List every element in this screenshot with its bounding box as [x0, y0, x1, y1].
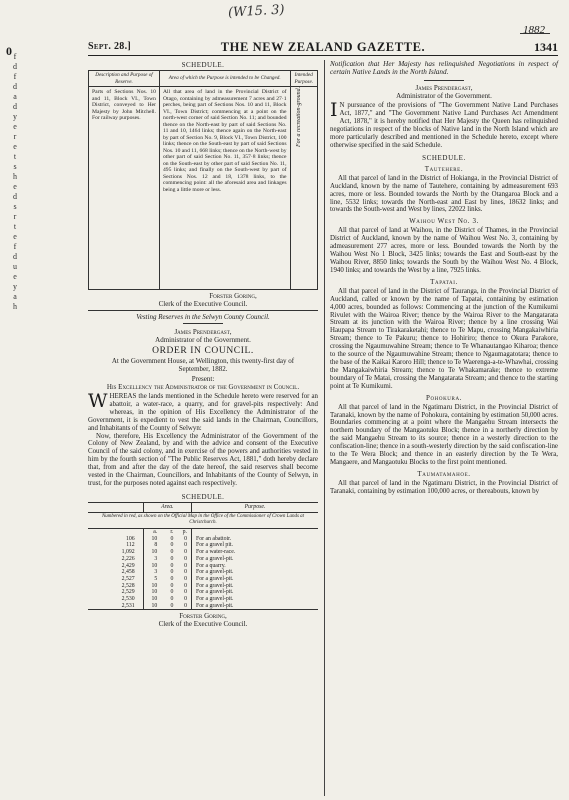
- dropcap-i: I: [330, 99, 338, 122]
- schedule2-cell-a: 10: [151, 562, 158, 569]
- schedule1-table: [88, 70, 318, 290]
- schedule1-heading: SCHEDULE.: [181, 61, 225, 69]
- schedule2-row: [88, 576, 318, 583]
- block-text: All that parcel of land in the Ngatimaru District, in the Provincial District of Taranaki, containing by estimation 100,000 acres, or thereabouts, known by: [330, 479, 558, 495]
- schedule2-cell-p: 0: [175, 536, 191, 543]
- schedule2-cell-p: 0: [175, 563, 191, 570]
- schedule2-cell-r: 0: [170, 582, 174, 589]
- schedule2-cell-a: 8: [154, 542, 158, 549]
- schedule2-cell-a: 10: [151, 582, 158, 589]
- now-therefore-paragraph: Now, therefore, His Excellency the Administrator of the Government of the Colony of New Zealand, by and with the advice and consent of the Executive Council of the said colony, and in exercise of the powers and authorities vested in him by the fourth section of "The Public Reserves Act, 1881," doth hereby declare that, from and after the day of the date hereof, the said reserves shall become vested in the Chairman, Councillors, and Inhabitants of the County of Selwyn, in trust, for the purposes noted against each respectively.: [88, 432, 318, 487]
- schedule1-col-purpose: Intended Purpose.: [290, 71, 318, 87]
- margin-letter: r: [13, 212, 17, 221]
- unit-acres: a.: [153, 528, 158, 535]
- schedule2-cell-r: 0: [170, 575, 174, 582]
- schedule2-cell-a: 10: [151, 602, 158, 609]
- schedule2-cell-num: 2,527: [88, 576, 143, 583]
- margin-letter: y: [13, 112, 17, 121]
- right-governor-block: [330, 84, 558, 100]
- schedule2-cell-purpose: For a gravel-pit.: [195, 589, 234, 596]
- divider: [88, 310, 318, 311]
- schedule2-cell-purpose: For an abattoir.: [195, 535, 232, 542]
- schedule2-cell-r: 0: [170, 535, 174, 542]
- right-column: [330, 60, 558, 496]
- schedule1-purpose: For a recreation-ground.: [295, 86, 302, 147]
- schedule2-table: [88, 502, 318, 611]
- sig2-role: Clerk of the Executive Council.: [158, 620, 248, 629]
- schedule2-cell-num: 2,529: [88, 589, 143, 596]
- order-title: ORDER IN COUNCIL.: [152, 346, 254, 356]
- block-name: Taumatamahoe.: [417, 469, 471, 478]
- block-text: All that parcel of land in the Ngatimaru District, in the Provincial District of Taranaki, known by the name of Pohokura, containing by estimation 50,000 acres. Boundaries commencing at a point where the Mangaehu Stream intersects the northern boundary of the Mangaotuku Block; thence in a northerly direction by the said Mangaehu Stream to its source; thence in a westerly direction to the confiscation-line; thence in a south-westerly direction by the said confiscation-line to the Te Wera Block; and thence in an easterly direction by the Te Wera, Mangaere, and Mangaotuku Blocks to the first point mentioned.: [330, 403, 558, 466]
- header-page-number: 1341: [534, 40, 558, 54]
- schedule2-cell-p: 0: [175, 583, 191, 590]
- block-text: All that parcel of land at Waihou, in the District of Thames, in the Provincial District of Auckland, known by the name of Waihou West No. 3, containing by admeasurement 277 acres, more or less. Bounded towards the North by the Waihou West No 1 Block, 3425 links; towards the East and South-east by the Waihou River, 8850 links; towards the South by the Waihou West No. 4 Block, 1940 links; and towards the West by a line, 7925 links.: [330, 227, 558, 274]
- whereas-text: HEREAS the lands mentioned in the Schedule hereto were reserved for an abattoir, a water-race, a quarry, and for gravel-pits respectively: And whereas, in the opinion of His Excellency the Administrator of the Government, it is expedient to vest the said lands in the Chairman, Councillors, and Inhabitants of the County of Selwyn:: [88, 393, 318, 432]
- margin-letter: e: [13, 232, 17, 241]
- margin-letter: f: [13, 52, 17, 61]
- sig1-name: Forster Goring,: [209, 292, 257, 300]
- schedule2-cell-purpose: For a water-race.: [195, 549, 236, 556]
- schedule2-cell-r: 0: [170, 555, 174, 562]
- schedule2-cell-num: 2,226: [88, 556, 143, 563]
- pursuance-text: N pursuance of the provisions of "The Government Native Land Purchases Act, 1877," and "The Government Native Land Purchases Act Amendment Act, 1878," it is hereby notified that Her Majesty the Queen has relinquished negotiations in respect of the blocks of Native land in the North Island which are more particularly described and mentioned in the Schedule hereto, except where otherwise specified in the said Schedule.: [330, 102, 558, 149]
- unit-roods: r.: [170, 528, 174, 535]
- governor-name: James Prendergast,: [174, 328, 232, 336]
- schedule2-cell-a: 3: [154, 555, 158, 562]
- block-name: Tautehere.: [424, 164, 464, 173]
- schedule2-row: [88, 603, 318, 610]
- schedule2-cell-num: 106: [88, 536, 143, 543]
- margin-letter: t: [13, 222, 17, 231]
- schedule2-row: [88, 589, 318, 596]
- margin-letter: e: [13, 272, 17, 281]
- schedule-blocks: [330, 165, 558, 496]
- margin-letter: f: [13, 72, 17, 81]
- unit-perches: p.: [175, 528, 191, 535]
- margin-letter: h: [13, 172, 17, 181]
- left-column: [88, 60, 318, 628]
- right-schedule-heading: SCHEDULE.: [422, 153, 466, 162]
- schedule2-cell-r: 0: [170, 549, 174, 556]
- schedule1-col-area: Area of which the Purpose is intended to be Changed.: [159, 71, 290, 87]
- schedule2-subheader: Numbered in red, as shown on the Official Map in the Office of the Commissioner of Crown Lands at Christchurch.: [88, 512, 318, 528]
- schedule2-row: [88, 542, 318, 549]
- handwritten-note: (W15. 3): [227, 2, 285, 21]
- schedule2-cell-purpose: For a gravel pit.: [195, 542, 233, 549]
- margin-letter: d: [13, 252, 17, 261]
- schedule2-cell-num: 2,528: [88, 583, 143, 590]
- margin-letter: f: [13, 242, 17, 251]
- schedule2-cell-num: 2,458: [88, 569, 143, 576]
- margin-letter: d: [13, 82, 17, 91]
- signature-block-2: [88, 612, 318, 628]
- sig2-name: Forster Goring,: [179, 612, 227, 621]
- pursuance-paragraph: [330, 99, 558, 149]
- schedule2-row: [88, 569, 318, 576]
- page-header: [88, 40, 558, 56]
- schedule2-cell-p: 0: [175, 603, 191, 610]
- place-date-line: At the Government House, at Wellington, this twenty-first day of September, 1882.: [111, 357, 295, 373]
- signature-block-1: [88, 292, 318, 308]
- margin-letter: h: [13, 302, 17, 311]
- schedule2-cell-num: 1,092: [88, 549, 143, 556]
- margin-letter: u: [13, 262, 17, 271]
- margin-letter: d: [13, 62, 17, 71]
- schedule2-cell-r: 0: [170, 602, 174, 609]
- block-text: All that parcel of land in the District of Hokianga, in the Provincial District of Auckland, known by the name of Tautehere, containing by admeasurement 693 acres, more or less. Bounded towards the North by the Otangaroa Block and a line, 5532 links; towards the North-east and East by lines, 18632 links; and towards the South-west and West by lines, 22022 links.: [330, 174, 558, 214]
- schedule1-col-description: Description and Purpose of Reserve.: [89, 71, 160, 87]
- margin-letter: s: [13, 202, 17, 211]
- schedule2-row: [88, 583, 318, 590]
- margin-letter: y: [13, 282, 17, 291]
- schedule2-row: [88, 596, 318, 603]
- dropcap-w: W: [88, 390, 108, 412]
- sig1-role: Clerk of the Executive Council.: [158, 300, 248, 308]
- schedule2-cell-a: 3: [154, 569, 158, 576]
- schedule2-cell-purpose: For a gravel-pit.: [195, 575, 234, 582]
- schedule2-col-number: [88, 502, 143, 512]
- margin-letter: e: [13, 182, 17, 191]
- schedule2-cell-purpose: For a gravel-pit.: [195, 569, 234, 576]
- schedule2-cell-r: 0: [170, 542, 174, 549]
- schedule2-cell-a: 10: [151, 589, 158, 596]
- block-text: All that parcel of land in the District of Tauranga, in the Provincial District of Auckland, called or known by the name of Tapatai, containing by estimation 4,000 acres, bounded as follows: Commencing at the junction of the Kumikumi Rivulet with the Wairoa River; thence by the Wairoa River to the Mangatarata Stream at its junction with the Wairoa River; thence by a line crossing Wai Haupapa Stream to Tirakaraketahi; thence to Te Mapu, crossing Mangakaiwhiria Stream; thence to Te Pakuru; thence to Hohiriro; thence to Okura Parakore, crossing the Ngaumuwahine Stream; thence to Te Whanautangao Kiharoa; thence to the source of the Ngaumuwahine Stream; thence to Ngaumagatotara; thence to the base of the Kaikai Karoro Hill; thence to Te Waerenga-a-te-Whawhai, crossing the Mangakaiwhiria Stream; thence to Te Whakamarake; thence to extreme boundary of Te Matai, crossing the Mangatarata Stream; and thence to the starting point at Te Kumikumi.: [330, 287, 558, 390]
- governor-role: Administrator of the Government.: [155, 336, 251, 344]
- schedule2-cell-num: 2,530: [88, 596, 143, 603]
- block-name: Tapatai.: [430, 277, 458, 286]
- schedule2-cell-p: 0: [175, 542, 191, 549]
- schedule2-cell-p: 0: [175, 556, 191, 563]
- margin-letter: r: [13, 132, 17, 141]
- schedule2-cell-purpose: For a gravel-pit.: [195, 555, 234, 562]
- right-governor-role: Administrator of the Government.: [396, 92, 492, 101]
- schedule2-cell-p: 0: [175, 569, 191, 576]
- schedule2-cell-purpose: For a gravel-pit.: [195, 582, 234, 589]
- year-stamp: 1882: [523, 24, 545, 36]
- schedule2-heading: SCHEDULE.: [181, 492, 225, 501]
- margin-fragments: [8, 52, 22, 312]
- margin-letter: e: [13, 122, 17, 131]
- schedule2-cell-num: 2,531: [88, 603, 143, 610]
- schedule2-row: [88, 563, 318, 570]
- vesting-title: Vesting Reserves in the Selwyn County Council.: [136, 313, 270, 321]
- margin-letter: a: [13, 292, 17, 301]
- schedule1-description: Parts of Sections Nos. 10 and 11, Block VI., Town District, conveyed to Her Majesty by John Mitchell. For railway purposes.: [89, 87, 160, 290]
- schedule2-cell-a: 10: [151, 549, 158, 556]
- schedule2-cell-p: 0: [175, 549, 191, 556]
- divider-short: [424, 80, 464, 81]
- block-name: Waihou West No. 3.: [409, 217, 479, 226]
- schedule2-cell-r: 0: [170, 569, 174, 576]
- schedule2-cell-p: 0: [175, 576, 191, 583]
- divider-short: [183, 323, 223, 324]
- notification-intro: Notification that Her Majesty has relinquished Negotiations in respect of certain Native Lands in the North Island.: [330, 60, 558, 77]
- schedule2-cell-r: 0: [170, 589, 174, 596]
- whereas-paragraph: [88, 390, 318, 433]
- margin-number: 0: [6, 44, 12, 58]
- margin-letter: e: [13, 142, 17, 151]
- schedule1-purpose-cell: [290, 87, 318, 290]
- margin-letter: d: [13, 102, 17, 111]
- schedule2-cell-a: 5: [154, 575, 158, 582]
- schedule2-cell-r: 0: [170, 562, 174, 569]
- margin-letter: a: [13, 92, 17, 101]
- schedule2-cell-purpose: For a gravel-pit.: [195, 596, 234, 603]
- schedule2-cell-num: 112: [88, 542, 143, 549]
- schedule2-cell-p: 0: [175, 589, 191, 596]
- year-underline: [520, 33, 550, 34]
- schedule2-cell-p: 0: [175, 596, 191, 603]
- governor-block: [88, 328, 318, 344]
- margin-letter: t: [13, 152, 17, 161]
- right-governor-name: James Prendergast,: [415, 84, 473, 93]
- column-divider: [324, 60, 325, 796]
- schedule2-cell-a: 10: [151, 535, 158, 542]
- schedule2-col-area: Area.: [143, 502, 191, 512]
- schedule2-row: [88, 536, 318, 543]
- block-name: Pohokura.: [425, 393, 463, 402]
- schedule2-row: [88, 556, 318, 563]
- schedule2-cell-r: 0: [170, 596, 174, 603]
- schedule2-cell-a: 10: [151, 596, 158, 603]
- schedule2-cell-purpose: For a gravel-pit.: [195, 602, 234, 609]
- his-excellency-line: His Excellency the Administrator of the Government in Council.: [106, 383, 300, 391]
- schedule2-cell-purpose: For a quarry.: [195, 562, 226, 569]
- schedule2-col-purpose: Purpose.: [191, 502, 318, 512]
- header-date: Sept. 28.]: [88, 41, 132, 52]
- schedule2-cell-num: 2,429: [88, 563, 143, 570]
- margin-letter: d: [13, 192, 17, 201]
- present-label: Present:: [191, 375, 215, 383]
- margin-letter: s: [13, 162, 17, 171]
- schedule2-row: [88, 549, 318, 556]
- schedule1-area: All that area of land in the Provincial District of Otago, containing by admeasurement 7 acres and 27·1 perches, being part of Sections Nos. 10 and 11, Block VI., Town District; commencing at a point on the north-west corner of said Section No. 11; and bounded thence on the North-east by part of said Sections No. 11 and 10, 1464 links; thence again on the North-east by part of Section No. 9, Block VI., Town District, 100 links; thence on the South-east by part of said Sections Nos. 10 and 11, 668 links; thence on the North-west by other part of said Section No. 11, 357·8 links; thence on the South-east by other part of said Section No. 11, 495 links; and finally on the South-west by part of Sections Nos. 12 and 18, 1378 links, to the commencing point: all the aforesaid area and linkages being a little more or less.: [159, 87, 290, 290]
- header-title: THE NEW ZEALAND GAZETTE.: [220, 40, 426, 54]
